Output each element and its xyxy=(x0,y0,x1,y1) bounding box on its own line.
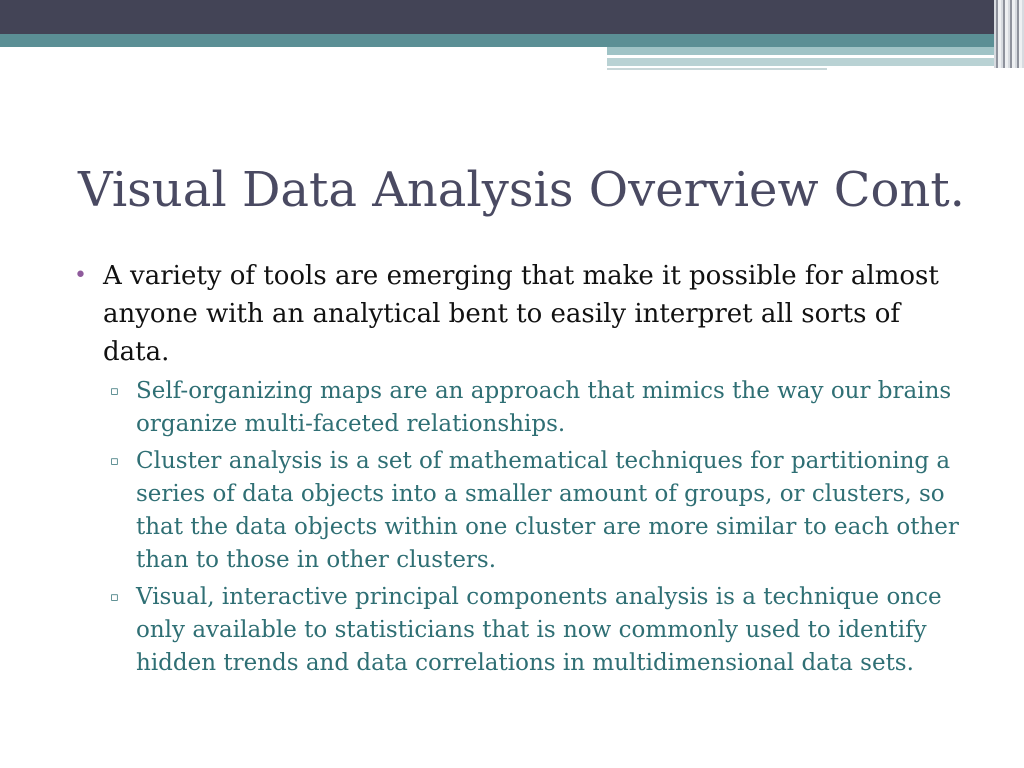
header-teal-band xyxy=(0,34,1024,47)
main-bullet-marker: • xyxy=(74,263,87,288)
header-accent-stripe-1 xyxy=(607,47,1024,55)
sub-bullet-text: Self-organizing maps are an approach that mimics the way our brains organize multi-faceted relationships. xyxy=(136,378,952,437)
sub-bullet-item xyxy=(74,581,974,680)
sub-bullet-list xyxy=(74,375,974,680)
header-accent-stripe-2 xyxy=(607,58,1002,66)
sub-bullet-item xyxy=(74,445,974,577)
sub-bullet-marker: ▫ xyxy=(110,590,119,605)
slide-title: Visual Data Analysis Overview Cont. xyxy=(78,162,965,218)
header-accent-line xyxy=(607,68,827,70)
sub-bullet-item xyxy=(74,375,974,441)
sub-bullet-text: Visual, interactive principal components analysis is a technique once only available to statisticians that is now commonly used to identify hidden trends and data correlations in multidimensional data sets. xyxy=(136,584,942,676)
header-dark-band xyxy=(0,0,1024,34)
slide-content xyxy=(74,257,974,680)
sub-bullet-marker: ▫ xyxy=(110,454,119,469)
header-vertical-stripes xyxy=(994,0,1024,68)
sub-bullet-text: Cluster analysis is a set of mathematical techniques for partitioning a series of data objects into a smaller amount of groups, or clusters, so that the data objects within one cluster are more similar to each other than to those in other clusters. xyxy=(136,448,959,573)
sub-bullet-marker: ▫ xyxy=(110,384,119,399)
main-bullet-item xyxy=(74,257,974,371)
main-bullet-text: A variety of tools are emerging that make it possible for almost anyone with an analytical bent to easily interpret all sorts of data. xyxy=(103,261,939,367)
